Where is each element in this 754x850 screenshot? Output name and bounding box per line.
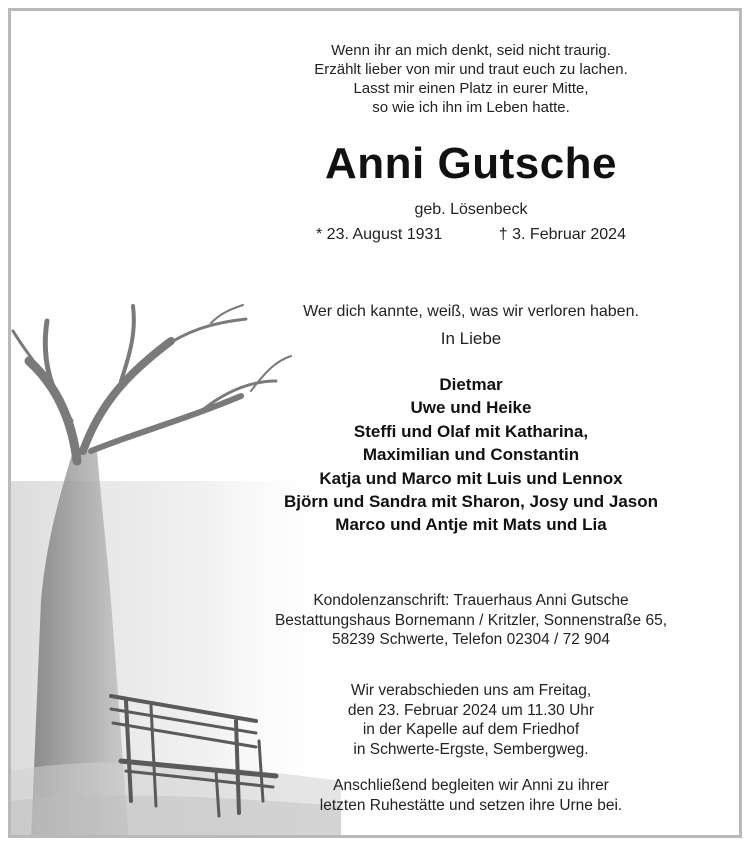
deceased-name: Anni Gutsche: [324, 139, 618, 188]
family-member: Dietmar: [439, 375, 503, 394]
funeral-details: [141, 681, 742, 759]
death-date: † 3. Februar 2024: [498, 226, 626, 243]
poem-line: Lasst mir einen Platz in eurer Mitte,: [353, 80, 589, 97]
birth-name: geb. Lösenbeck: [414, 201, 528, 218]
family-member: Björn und Sandra mit Sharon, Josy und Jason: [283, 492, 659, 512]
poem-line: Wenn ihr an mich denkt, seid nicht traurig.: [331, 42, 611, 59]
obituary-frame: [8, 8, 742, 838]
burial-line: letzten Ruhestätte und setzen ihre Urne bei.: [319, 796, 623, 814]
life-dates: [141, 226, 742, 244]
birth-date: * 23. August 1931: [316, 226, 443, 243]
poem-line: Erzählt lieber von mir und traut euch zu lachen.: [314, 61, 628, 78]
opening-poem: [141, 41, 742, 117]
condolence-line: Bestattungshaus Bornemann / Kritzler, Sonnenstraße 65,: [274, 611, 668, 629]
family-list: [141, 373, 742, 537]
condolence-line: Kondolenzanschrift: Trauerhaus Anni Gutsche: [313, 592, 629, 609]
funeral-line: den 23. Februar 2024 um 11.30 Uhr: [347, 701, 595, 719]
family-member: Marco und Antje mit Mats und Lia: [335, 515, 607, 535]
funeral-line: in Schwerte-Ergste, Sembergweg.: [353, 740, 589, 758]
burial-line: Anschließend begleiten wir Anni zu ihrer: [333, 777, 609, 794]
family-member: Katja und Marco mit Luis und Lennox: [319, 468, 623, 488]
poem-line: so wie ich ihn im Leben hatte.: [372, 99, 570, 116]
funeral-line: in der Kapelle auf dem Friedhof: [362, 721, 580, 738]
condolence-line: 58239 Schwerte, Telefon 02304 / 72 904: [331, 631, 611, 648]
burial-details: [141, 776, 742, 815]
family-member: Maximilian und Constantin: [362, 445, 580, 465]
funeral-line: Wir verabschieden uns am Freitag,: [350, 682, 592, 699]
family-member: Steffi und Olaf mit Katharina,: [353, 421, 589, 441]
family-member: Uwe und Heike: [410, 398, 532, 418]
memorial-quote: Wer dich kannte, weiß, was wir verloren haben.: [303, 303, 639, 320]
condolence-address: [141, 591, 742, 650]
in-love-label: In Liebe: [440, 329, 502, 348]
